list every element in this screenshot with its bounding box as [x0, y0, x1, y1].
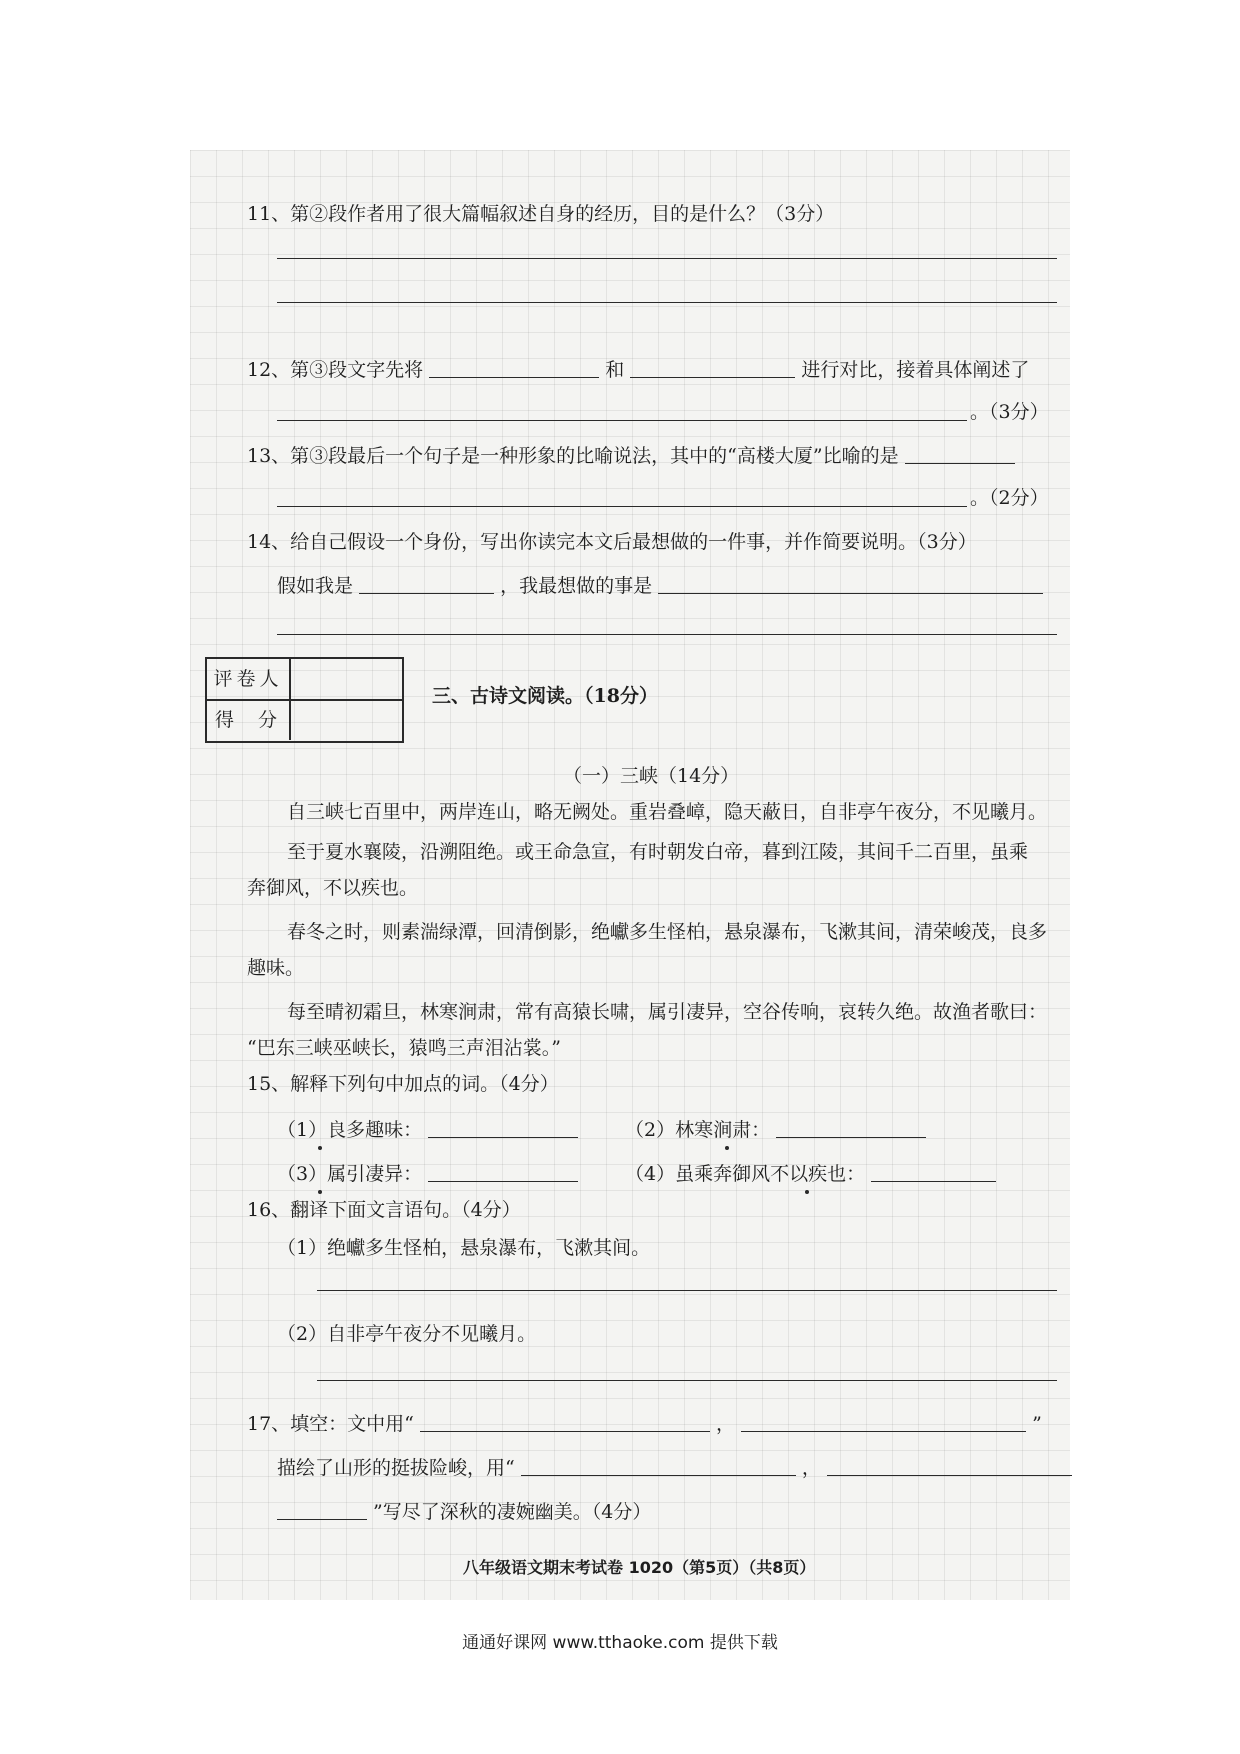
answer-blank [277, 1501, 367, 1520]
passage-line: 春冬之时，则素湍绿潭，回清倒影，绝巘多生怪柏，悬泉瀑布，飞漱其间，清荣峻茂，良多 [287, 921, 1048, 943]
question-15-item-label: （1）良多趣味： [277, 1119, 423, 1141]
question-14: 14、给自己假设一个身份，写出你读完本文后最想做的一件事，并作简要说明。（3分） [247, 531, 977, 553]
question-17-text: ”写尽了深秋的凄婉幽美。（4分） [373, 1501, 652, 1523]
answer-blank [905, 445, 1015, 464]
site-footer: 通通好课网 www.tthaoke.com 提供下载 [462, 1633, 778, 1653]
question-15-item [625, 1162, 996, 1186]
question-14-middle: ，我最想做的事是 [500, 575, 653, 597]
emphasis-dot [805, 1190, 809, 1194]
answer-blank [429, 359, 599, 378]
answer-blank [428, 1163, 578, 1182]
question-13 [247, 444, 1015, 468]
score-box-row [207, 700, 402, 740]
question-17-line-2 [277, 1456, 1072, 1480]
answer-blank [630, 359, 795, 378]
question-16: 16、翻译下面文言语句。（4分） [247, 1199, 521, 1221]
answer-blank [521, 1457, 796, 1476]
question-14-prefix: 假如我是 [277, 575, 354, 597]
question-12-score: 。（3分） [970, 401, 1049, 423]
answer-line [277, 634, 1057, 635]
page-footer: 八年级语文期末考试卷 1020（第5页）（共8页） [463, 1558, 816, 1577]
question-11: 11、第②段作者用了很大篇幅叙述自身的经历，目的是什么？（3分） [247, 203, 835, 225]
question-12-part3: 进行对比，接着具体阐述了 [801, 359, 1030, 381]
question-15-item [277, 1162, 578, 1186]
passage-line: 奔御风，不以疾也。 [247, 877, 419, 899]
emphasis-dot [318, 1190, 322, 1194]
question-16-item: （2）自非亭午夜分不见曦月。 [277, 1323, 537, 1345]
answer-blank [428, 1119, 578, 1138]
answer-blank [741, 1413, 1026, 1432]
passage-line: 至于夏水襄陵，沿溯阻绝。或王命急宣，有时朝发白帝，暮到江陵，其间千二百里，虽乘 [287, 841, 1029, 863]
question-15: 15、解释下列句中加点的词。（4分） [247, 1073, 559, 1095]
question-13-text: 13、第③段最后一个句子是一种形象的比喻说法，其中的“高楼大厦”比喻的是 [247, 445, 899, 467]
question-12 [247, 358, 1029, 382]
question-13-score: 。（2分） [970, 487, 1049, 509]
answer-line [277, 302, 1057, 303]
answer-blank [776, 1119, 926, 1138]
answer-line [277, 506, 967, 507]
question-15-item-label: （3）属引凄异： [277, 1163, 423, 1185]
question-17-comma: ， [801, 1457, 821, 1479]
passage-line: “巴东三峡巫峡长，猿鸣三声泪沾裳。” [247, 1037, 561, 1059]
question-12-part2: 和 [605, 359, 625, 381]
answer-blank [359, 575, 494, 594]
question-15-item-label: （2）林寒涧肃： [625, 1119, 771, 1141]
answer-blank [658, 575, 1043, 594]
passage-title: （一）三峡（14分） [563, 765, 740, 787]
answer-blank [827, 1457, 1072, 1476]
reviewer-label: 评卷人 [207, 659, 291, 699]
question-17-text: 描绘了山形的挺拔险峻，用“ [277, 1457, 515, 1479]
answer-blank [420, 1413, 710, 1432]
question-14-line [277, 574, 1043, 598]
question-17-text: 17、填空：文中用“ [247, 1413, 414, 1435]
passage-line: 每至晴初霜旦，林寒涧肃，常有高猿长啸，属引凄异，空谷传响，哀转久绝。故渔者歌曰： [287, 1001, 1048, 1023]
answer-line [317, 1290, 1057, 1291]
question-17-line-1 [247, 1412, 1042, 1436]
score-box-row [207, 659, 402, 701]
answer-blank [871, 1163, 996, 1182]
answer-line [317, 1380, 1057, 1381]
score-box [205, 657, 404, 743]
question-17-comma: ， [715, 1413, 735, 1435]
question-15-item-label: （4）虽乘奔御风不以疾也： [625, 1163, 866, 1185]
question-15-item [277, 1118, 578, 1142]
emphasis-dot [725, 1146, 729, 1150]
question-12-part1: 12、第③段文字先将 [247, 359, 424, 381]
question-16-item: （1）绝巘多生怪柏，悬泉瀑布，飞漱其间。 [277, 1237, 651, 1259]
question-17-line-3 [277, 1500, 651, 1524]
section-3-title: 三、古诗文阅读。（18分） [432, 685, 658, 707]
answer-line [277, 420, 967, 421]
emphasis-dot [318, 1146, 322, 1150]
passage-line: 趣味。 [247, 957, 305, 979]
score-label: 得 分 [207, 700, 291, 740]
question-17-quote: ” [1032, 1413, 1042, 1435]
answer-line [277, 258, 1057, 259]
passage-line: 自三峡七百里中，两岸连山，略无阙处。重岩叠嶂，隐天蔽日，自非亭午夜分，不见曦月。 [287, 801, 1048, 823]
question-15-item [625, 1118, 926, 1142]
